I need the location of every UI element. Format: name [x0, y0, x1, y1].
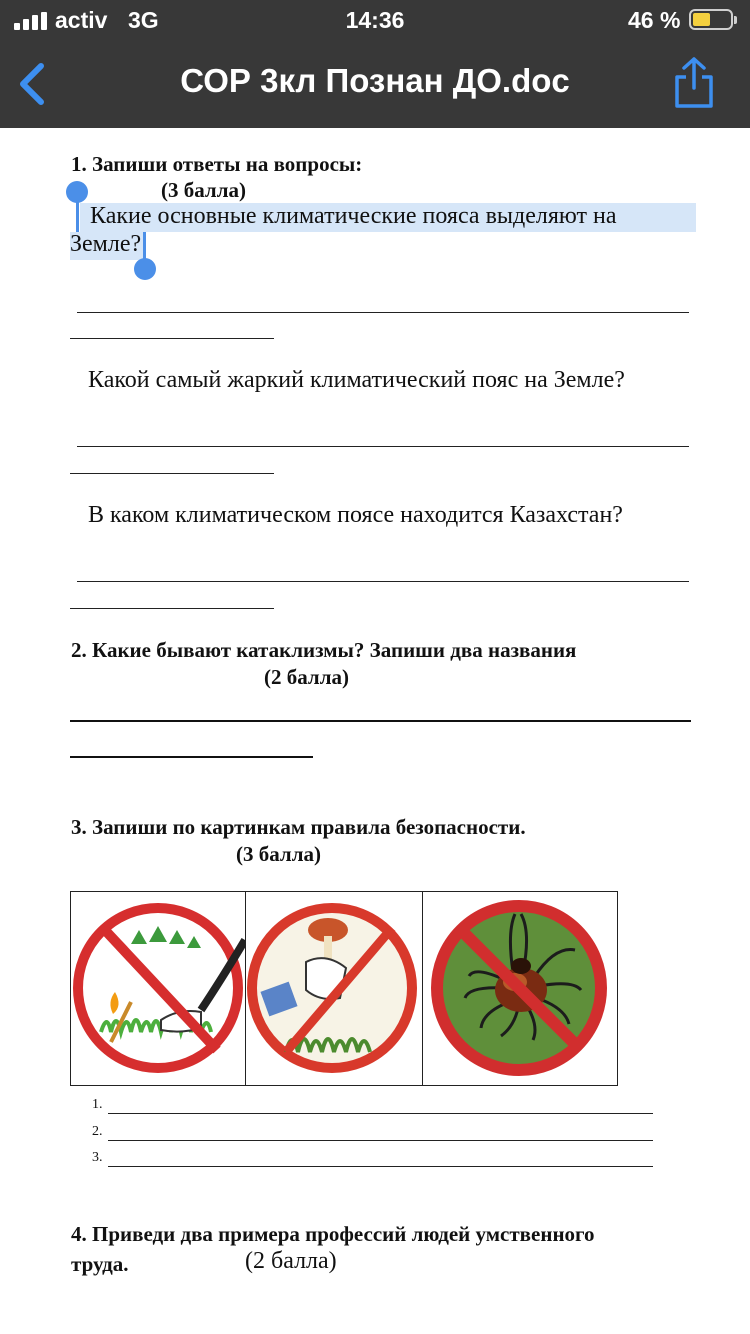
carrier-label: activ [55, 7, 108, 33]
q3-points: (3 балла) [236, 842, 321, 866]
q4-heading: 4. Приведи два примера профессий людей умственного [71, 1222, 595, 1246]
answer-number-1: 1. [92, 1097, 103, 1112]
q2-heading: 2. Какие бывают катаклизмы? Запиши два названия [71, 638, 577, 662]
answer-line [108, 1166, 653, 1167]
answer-line [108, 1113, 653, 1114]
network-type: 3G [128, 7, 159, 33]
q2-points: (2 балла) [264, 665, 349, 689]
no-mushroom-picking-icon [246, 892, 422, 1085]
answer-line [70, 756, 313, 758]
answer-line [77, 581, 689, 582]
answer-line [77, 312, 689, 313]
answer-line [70, 338, 274, 339]
answer-line [70, 720, 691, 722]
q1-question-3: В каком климатическом поясе находится Казахстан? [88, 502, 623, 528]
battery-icon [689, 9, 733, 30]
picture-no-fire [70, 891, 246, 1086]
picture-no-tick [422, 891, 618, 1086]
battery-percent: 46 % [628, 7, 681, 33]
selection-handle-knob[interactable] [134, 258, 156, 280]
answer-number-2: 2. [92, 1124, 103, 1139]
status-bar [0, 0, 750, 40]
q1-question-1-cont: Земле? [70, 231, 142, 257]
answer-line [77, 446, 689, 447]
answer-line [108, 1140, 653, 1141]
document-title: СОР 3кл Познан ДО.doc [180, 62, 570, 99]
answer-line [70, 473, 274, 474]
q1-question-2: Какой самый жаркий климатический пояс на Земле? [88, 367, 625, 393]
no-tick-icon [423, 892, 617, 1085]
q1-question-1: Какие основные климатические пояса выделяют на [90, 203, 617, 229]
q3-heading: 3. Запиши по картинкам правила безопасности. [71, 815, 526, 839]
selection-handle-knob[interactable] [66, 181, 88, 203]
no-fire-icon [71, 892, 245, 1085]
share-button[interactable] [670, 56, 718, 110]
answer-number-3: 3. [92, 1150, 103, 1165]
share-icon [670, 56, 718, 110]
document-page[interactable] [0, 128, 750, 1334]
status-time: 14:36 [345, 7, 405, 33]
top-bar [0, 0, 750, 128]
answer-line [70, 608, 274, 609]
q4-points: (2 балла) [245, 1248, 337, 1274]
picture-no-mushroom [245, 891, 423, 1086]
q1-points: (3 балла) [161, 178, 246, 202]
q1-heading: 1. Запиши ответы на вопросы: [71, 152, 363, 176]
q4-heading-cont: труда. [71, 1252, 129, 1276]
